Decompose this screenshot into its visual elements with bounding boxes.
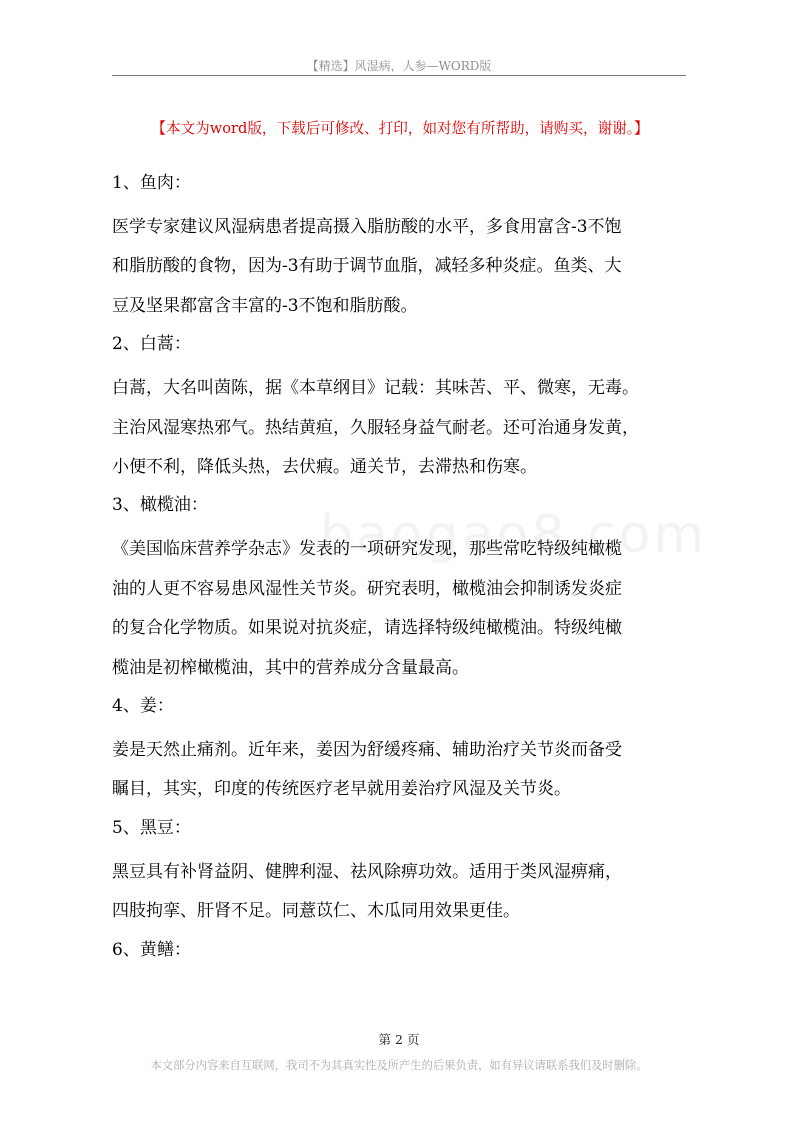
section-paragraph (112, 530, 689, 688)
section-heading: 4、姜： (112, 696, 174, 717)
text-line: 四肢拘挛、肝肾不足。同薏苡仁、木瓜同用效果更佳。 (112, 901, 520, 922)
text-line: 的复合化学物质。如果说对抗炎症，请选择特级纯橄榄油。特级纯橄 (112, 618, 622, 639)
section-heading: 2、白蒿： (112, 334, 191, 355)
document-body (112, 168, 689, 976)
text-line: 医学专家建议风湿病患者提高摄入脂肪酸的水平，多食用富含-3不饱 (112, 217, 622, 237)
text-line: 榄油是初榨橄榄油，其中的营养成分含量最高。 (112, 657, 469, 678)
section-heading: 5、黑豆： (112, 817, 191, 838)
text-line: 和脂肪酸的食物，因为-3有助于调节血脂，减轻多种炎症。鱼类、大 (112, 256, 622, 277)
text-line: 油的人更不容易患风湿性关节炎。研究表明，橄榄油会抑制诱发炎症 (112, 578, 622, 599)
section-heading: 6、黄鳝： (112, 939, 191, 960)
text-line: 《美国临床营养学杂志》发表的一项研究发现，那些常吃特级纯橄榄 (112, 539, 622, 560)
section-heading: 1、鱼肉： (112, 173, 191, 193)
section-paragraph (112, 208, 689, 326)
section-paragraph (112, 731, 689, 810)
text-line: 豆及坚果都富含丰富的-3不饱和脂肪酸。 (112, 295, 418, 316)
section-heading: 3、橄榄油： (112, 495, 208, 516)
text-line: 姜是天然止痛剂。近年来，姜因为舒缓疼痛、辅助治疗关节炎而备受 (112, 740, 622, 761)
text-line: 黑豆具有补肾益阴、健脾利湿、祛风除痹功效。适用于类风湿痹痛， (112, 861, 622, 882)
section-paragraph (112, 369, 689, 487)
text-line: 小便不利，降低头热，去伏瘕。通关节，去滞热和伤寒。 (112, 457, 537, 478)
footer-disclaimer: 本文部分内容来自互联网，我司不为其真实性及所产生的后果负责，如有异议请联系我们及时删除。 (150, 1059, 648, 1072)
page-header: 【精选】风湿病，人参—WORD版 (306, 59, 492, 73)
header-divider (112, 75, 686, 76)
text-line: 白蒿，大名叫茵陈，据《本草纲目》记载：其味苦、平、微寒，无毒。 (112, 378, 639, 399)
text-line: 瞩目，其实，印度的传统医疗老早就用姜治疗风湿及关节炎。 (112, 779, 571, 800)
word-version-notice: 【本文为word版，下载后可修改、打印，如对您有所帮助，请购买，谢谢。】 (151, 120, 649, 137)
page-number: 第 2 页 (378, 1032, 420, 1047)
text-line: 主治风湿寒热邪气。热结黄疸，久服轻身益气耐老。还可治通身发黄， (112, 417, 639, 438)
section-paragraph (112, 853, 689, 932)
